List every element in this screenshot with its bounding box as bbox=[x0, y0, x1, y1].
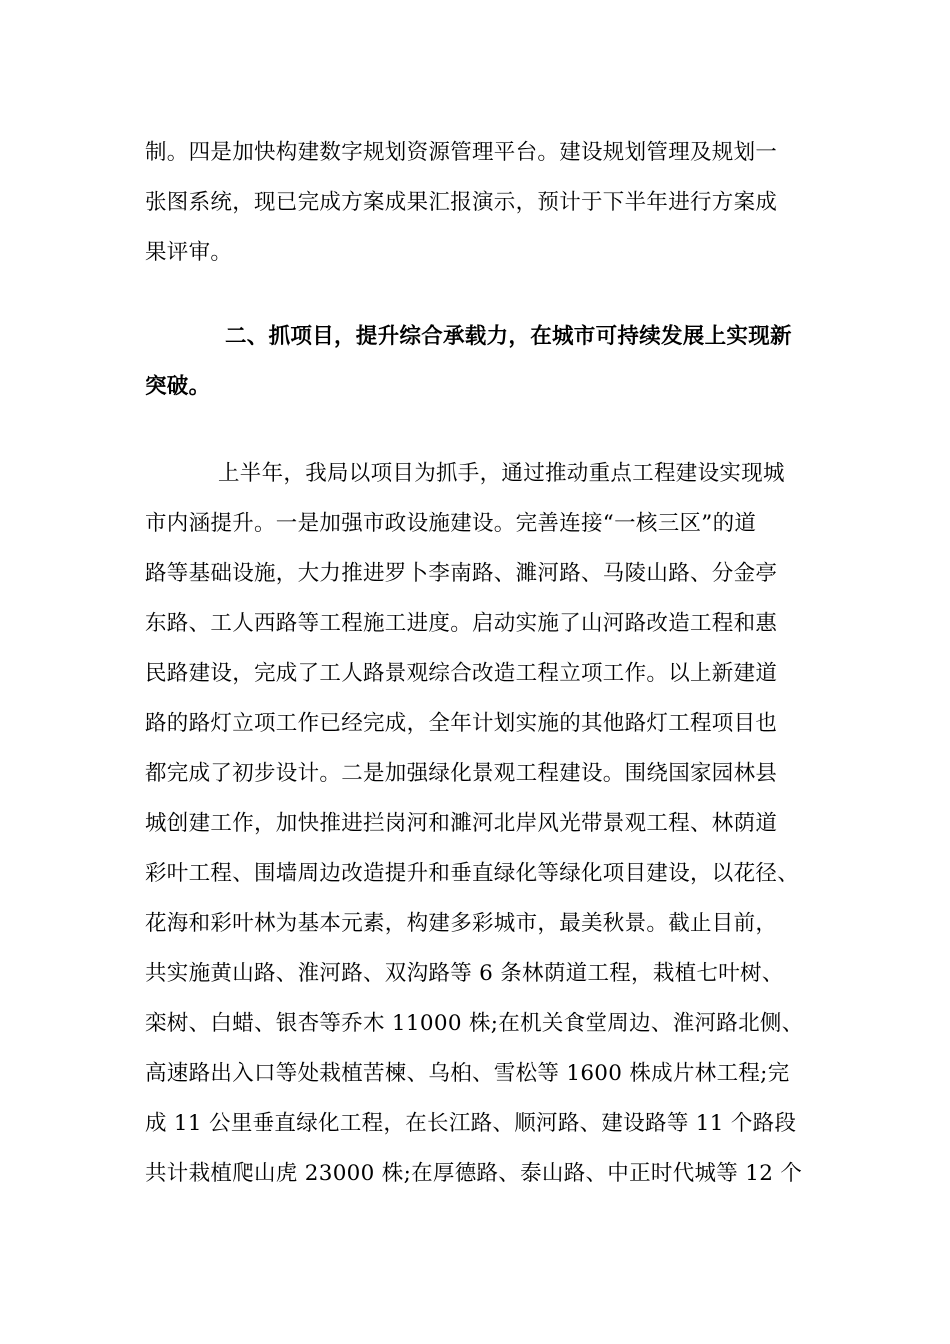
paragraph-line: 成 11 公里垂直绿化工程，在长江路、顺河路、建设路等 11 个路段 bbox=[145, 1111, 797, 1136]
heading-line: 突破。 bbox=[145, 374, 211, 399]
paragraph-line: 果评审。 bbox=[145, 240, 233, 265]
paragraph-line: 市内涵提升。一是加强市政设施建设。完善连接“一核三区”的道 bbox=[145, 511, 757, 536]
paragraph-line: 东路、工人西路等工程施工进度。启动实施了山河路改造工程和惠 bbox=[145, 611, 778, 636]
paragraph-line: 路的路灯立项工作已经完成，全年计划实施的其他路灯工程项目也 bbox=[145, 711, 778, 736]
paragraph-line: 共计栽植爬山虎 23000 株;在厚德路、泰山路、中正时代城等 12 个 bbox=[145, 1161, 803, 1186]
paragraph-2 bbox=[145, 449, 820, 1199]
section-heading bbox=[145, 312, 820, 412]
paragraph-line: 上半年，我局以项目为抓手，通过推动重点工程建设实现城 bbox=[218, 461, 785, 486]
paragraph-line: 共实施黄山路、淮河路、双沟路等 6 条林荫道工程，栽植七叶树、 bbox=[145, 961, 784, 986]
paragraph-line: 花海和彩叶林为基本元素，构建多彩城市，最美秋景。截止目前， bbox=[145, 911, 778, 936]
paragraph-line: 城创建工作，加快推进拦岗河和濉河北岸风光带景观工程、林荫道 bbox=[145, 811, 778, 836]
paragraph-line: 都完成了初步设计。二是加强绿化景观工程建设。围绕国家园林县 bbox=[145, 761, 778, 786]
paragraph-line: 彩叶工程、围墙周边改造提升和垂直绿化等绿化项目建设，以花径、 bbox=[145, 861, 800, 886]
heading-line: 二、抓项目，提升综合承载力，在城市可持续发展上实现新 bbox=[225, 324, 792, 349]
paragraph-line: 高速路出入口等处栽植苦楝、乌桕、雪松等 1600 株成片林工程;完 bbox=[145, 1061, 790, 1086]
paragraph-line: 张图系统，现已完成方案成果汇报演示，预计于下半年进行方案成 bbox=[145, 190, 778, 215]
paragraph-line: 制。四是加快构建数字规划资源管理平台。建设规划管理及规划一 bbox=[145, 140, 778, 165]
paragraph-line: 路等基础设施，大力推进罗卜李南路、濉河路、马陵山路、分金亭 bbox=[145, 561, 778, 586]
paragraph-1 bbox=[145, 128, 820, 278]
paragraph-line: 栾树、白蜡、银杏等乔木 11000 株;在机关食堂周边、淮河路北侧、 bbox=[145, 1011, 804, 1036]
paragraph-line: 民路建设，完成了工人路景观综合改造工程立项工作。以上新建道 bbox=[145, 661, 778, 686]
